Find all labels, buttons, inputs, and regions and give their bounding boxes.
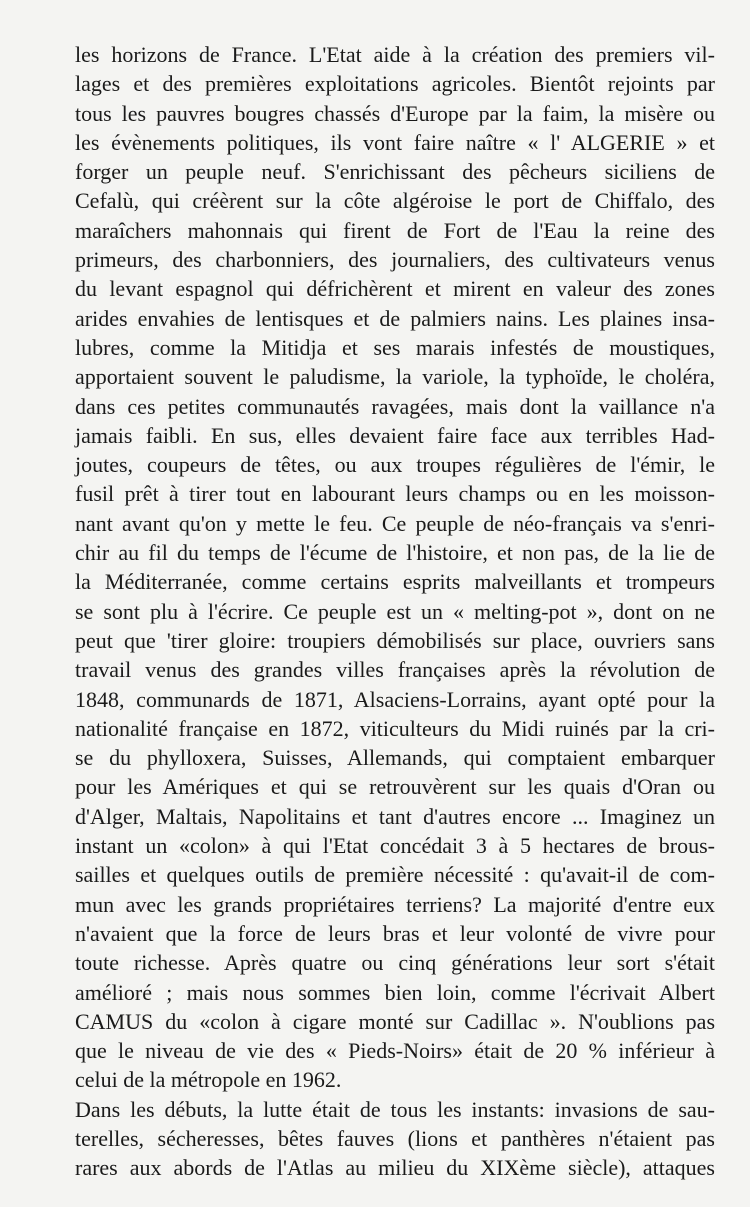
text-line: la Méditerranée, comme certains esprits malveillants et trompeurs	[75, 569, 715, 595]
text-line: CAMUS du «colon à cigare monté sur Cadillac ». N'oublions pas	[75, 1008, 715, 1034]
text-line: mun avec les grands propriétaires terriens? La majorité d'entre eux	[75, 891, 715, 917]
text-line: dans ces petites communautés ravagées, mais dont la vaillance n'a	[75, 393, 715, 419]
text-line: arides envahies de lentisques et de palmiers nains. Les plaines insa-	[75, 305, 715, 331]
text-line: tous les pauvres bougres chassés d'Europe par la faim, la misère ou	[75, 100, 715, 126]
text-line: primeurs, des charbonniers, des journaliers, des cultivateurs venus	[75, 247, 715, 273]
text-line: joutes, coupeurs de têtes, ou aux troupes régulières de l'émir, le	[75, 452, 715, 478]
text-line: lages et des premières exploitations agricoles. Bientôt rejoints par	[75, 71, 715, 97]
text-line: instant un «colon» à qui l'Etat concédait 3 à 5 hectares de brous-	[75, 833, 715, 859]
text-line: jamais faibli. En sus, elles devaient faire face aux terribles Had-	[75, 422, 715, 448]
text-line: les évènements politiques, ils vont faire naître « l' ALGERIE » et	[75, 129, 715, 155]
text-line: peut que 'tirer gloire: troupiers démobilisés sur place, ouvriers sans	[75, 627, 715, 653]
text-line: 1848, communards de 1871, Alsaciens-Lorrains, ayant opté pour la	[75, 686, 715, 712]
text-line: terelles, sécheresses, bêtes fauves (lions et panthères n'étaient pas	[75, 1125, 715, 1151]
text-line: amélioré ; mais nous sommes bien loin, comme l'écrivait Albert	[75, 979, 715, 1005]
text-line: Cefalù, qui créèrent sur la côte algéroise le port de Chiffalo, des	[75, 188, 715, 214]
text-line: fusil prêt à tirer tout en labourant leurs champs ou en les moisson-	[75, 481, 715, 507]
text-line: nationalité française en 1872, viticulteurs du Midi ruinés par la cri-	[75, 715, 715, 741]
text-line: se du phylloxera, Suisses, Allemands, qui comptaient embarquer	[75, 745, 715, 771]
text-line: n'avaient que la force de leurs bras et leur volonté de vivre pour	[75, 920, 715, 946]
text-line: lubres, comme la Mitidja et ses marais infestés de moustiques,	[75, 334, 715, 360]
text-line: chir au fil du temps de l'écume de l'histoire, et non pas, de la lie de	[75, 540, 715, 566]
text-line: apportaient souvent le paludisme, la variole, la typhoïde, le choléra,	[75, 364, 715, 390]
text-line: pour les Amériques et qui se retrouvèrent sur les quais d'Oran ou	[75, 774, 715, 800]
page-text	[75, 40, 715, 1183]
paragraph-end-line: celui de la métropole en 1962.	[75, 1067, 342, 1093]
text-line: se sont plu à l'écrire. Ce peuple est un « melting-pot », dont on ne	[75, 598, 715, 624]
text-line: d'Alger, Maltais, Napolitains et tant d'autres encore ... Imaginez un	[75, 803, 715, 829]
text-line: maraîchers mahonnais qui firent de Fort de l'Eau la reine des	[75, 217, 715, 243]
text-line: du levant espagnol qui défrichèrent et mirent en valeur des zones	[75, 276, 715, 302]
text-line: travail venus des grandes villes françaises après la révolution de	[75, 657, 715, 683]
text-line: toute richesse. Après quatre ou cinq générations leur sort s'était	[75, 950, 715, 976]
text-line: sailles et quelques outils de première nécessité : qu'avait-il de com-	[75, 862, 715, 888]
text-line: rares aux abords de l'Atlas au milieu du XIXème siècle), attaques	[75, 1155, 715, 1181]
text-line: Dans les débuts, la lutte était de tous les instants: invasions de sau-	[75, 1096, 715, 1122]
text-line: nant avant qu'on y mette le feu. Ce peuple de néo-français va s'enri-	[75, 510, 715, 536]
text-line: les horizons de France. L'Etat aide à la création des premiers vil-	[75, 42, 715, 67]
text-line: que le niveau de vie des « Pieds-Noirs» était de 20 % inférieur à	[75, 1038, 715, 1064]
text-line: forger un peuple neuf. S'enrichissant des pêcheurs siciliens de	[75, 159, 715, 185]
